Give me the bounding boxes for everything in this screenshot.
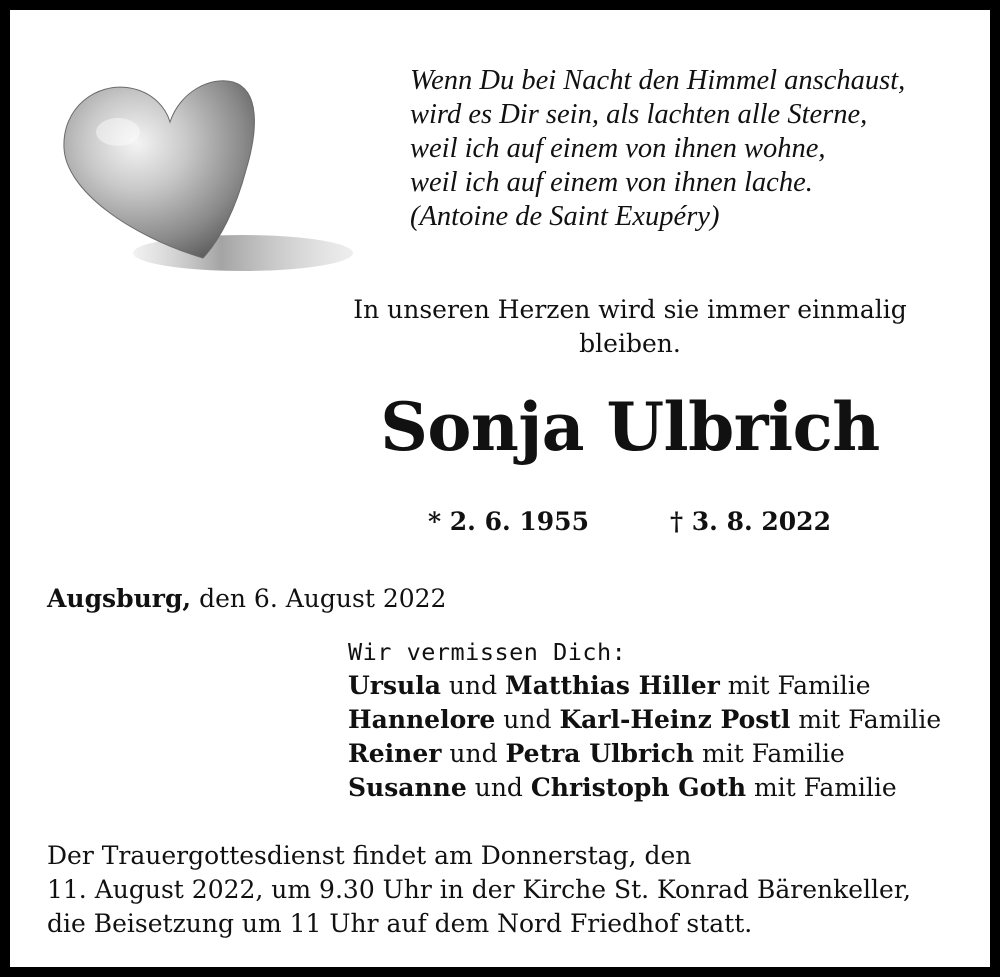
mourner-name: Susanne — [348, 773, 467, 802]
heart-icon — [48, 70, 358, 285]
family-row — [348, 771, 988, 805]
conjunction: und — [441, 739, 506, 768]
service-line: Der Trauergottesdienst findet am Donnerstag, den — [47, 841, 692, 870]
mourner-name: Ursula — [348, 671, 441, 700]
family-row — [348, 703, 988, 737]
family-row — [348, 669, 988, 703]
mourners-heading: Wir vermissen Dich: — [348, 638, 627, 666]
conjunction: und — [495, 705, 560, 734]
family-row — [348, 737, 988, 771]
birth-date: * 2. 6. 1955 — [428, 507, 589, 536]
conjunction: und — [466, 773, 531, 802]
quote-block — [410, 64, 990, 234]
quote-line: wird es Dir sein, als lachten alle Sterne, — [410, 99, 868, 130]
mourner-name: Reiner — [348, 739, 442, 768]
family-suffix: mit Familie — [719, 671, 871, 700]
mourner-name: Matthias Hiller — [505, 671, 720, 700]
mourner-name: Christoph Goth — [530, 773, 747, 802]
quote-line: weil ich auf einem von ihnen lache. — [410, 167, 813, 198]
conjunction: und — [440, 671, 506, 700]
death-date: † 3. 8. 2022 — [670, 507, 831, 536]
place-name: Augsburg, — [47, 584, 192, 613]
intro-text — [300, 293, 960, 361]
intro-line: In unseren Herzen wird sie immer einmalig — [353, 295, 907, 324]
mourner-name: Petra Ulbrich — [505, 739, 695, 768]
mourner-name: Karl-Heinz Postl — [559, 705, 791, 734]
family-suffix: mit Familie — [790, 705, 942, 734]
mourner-name: Hannelore — [348, 705, 496, 734]
place-date — [47, 584, 446, 613]
quote-attribution: (Antoine de Saint Exupéry) — [410, 201, 720, 232]
service-line: 11. August 2022, um 9.30 Uhr in der Kirche St. Konrad Bärenkeller, — [47, 875, 911, 904]
service-line: die Beisetzung um 11 Uhr auf dem Nord Friedhof statt. — [47, 909, 753, 938]
mourners-block — [348, 635, 988, 805]
quote-line: weil ich auf einem von ihnen wohne, — [410, 133, 826, 164]
family-suffix: mit Familie — [746, 773, 897, 802]
service-info — [47, 839, 987, 941]
intro-line: bleiben. — [579, 329, 681, 358]
quote-line: Wenn Du bei Nacht den Himmel anschaust, — [410, 65, 906, 96]
deceased-name: Sonja Ulbrich — [380, 388, 880, 466]
family-suffix: mit Familie — [694, 739, 845, 768]
notice-date: den 6. August 2022 — [191, 584, 447, 613]
